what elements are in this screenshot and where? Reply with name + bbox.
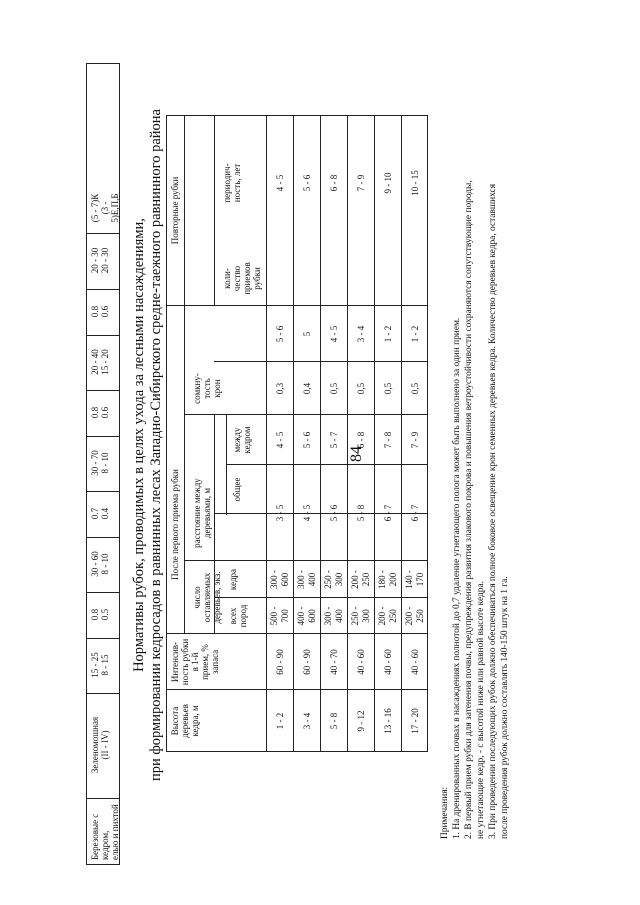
cell-repeat-count: 5 - 6 <box>275 325 285 343</box>
cell-repeat-count: 4 - 5 <box>329 325 339 343</box>
cell-crown: 0,5 <box>383 382 393 395</box>
cell-period: 10 - 15 <box>410 170 420 196</box>
header-crown-line: сомкну- <box>192 373 202 404</box>
table-rule <box>266 115 267 752</box>
strip-cell <box>87 491 119 537</box>
cell-total-distance: 5 - 6 <box>329 504 339 522</box>
strip-cell-line: 8 - 15 <box>100 654 110 676</box>
cell-all-species-line: 600 <box>307 609 317 623</box>
cell-between-cedar: 7 - 8 <box>383 431 393 449</box>
cell-total-distance: 5 - 8 <box>356 504 366 522</box>
strip-cell <box>87 390 119 436</box>
strip-cell <box>87 798 119 864</box>
title-line-1: Нормативы рубок, проводимых в целях ухода за лесными насаждениями, <box>131 218 147 672</box>
strip-cell-line: 20 - 30 <box>90 247 100 274</box>
strip-cell <box>87 233 119 289</box>
header-intensity-line: запаса <box>210 649 220 675</box>
cell-all-species <box>323 598 345 634</box>
cell-total-distance: 3 - 5 <box>275 504 285 522</box>
header-cedar: кедра <box>228 568 238 591</box>
table-rule <box>427 115 428 752</box>
table-rule <box>214 513 428 514</box>
cell-crown: 0,5 <box>329 382 339 395</box>
cell-intensity: 60 - 90 <box>302 649 312 675</box>
note-line: 3. При проведении последующих рубок должно обеспечиваться полное боковое освещение крон семенных деревьев кедра. Количество деревьев кедра, оставшихся <box>488 183 498 839</box>
norms-table <box>166 115 428 752</box>
cell-all-species <box>404 598 426 634</box>
cell-height: 17 - 20 <box>410 708 420 734</box>
cell-all-species-line: 400 - <box>296 606 306 626</box>
cell-between-cedar: 6 - 8 <box>356 431 366 449</box>
cell-all-species-line: 300 - <box>323 606 333 626</box>
header-between-cedar <box>232 415 252 465</box>
cell-cedar-line: 180 - <box>377 570 387 589</box>
header-repeat-count <box>222 251 262 306</box>
cell-height: 9 - 12 <box>356 710 366 732</box>
cell-cedar-line: 170 <box>415 572 425 587</box>
strip-cell-line: 8 - 10 <box>100 452 110 474</box>
cell-crown: 0,3 <box>275 382 285 395</box>
cell-all-species-line: 300 <box>361 609 371 623</box>
cell-all-species-line: 250 - <box>350 606 360 626</box>
cell-crown: 0,5 <box>356 382 366 395</box>
cell-all-species-line: 200 - <box>377 606 387 626</box>
strip-cell <box>87 436 119 491</box>
note-line: после проведения рубок должно составлять 140-150 штук на 1 га. <box>500 576 510 839</box>
cell-intensity: 40 - 60 <box>410 649 420 675</box>
strip-cell-line: 15 - 20 <box>100 349 110 375</box>
table-rule <box>293 115 294 752</box>
header-repeat-count-line: чество <box>232 265 242 292</box>
title-line-2: при формировании кедросадов в равнинных лесах Западно-Сибирского средне-таежного равнинного района <box>148 109 164 782</box>
table-rule <box>401 115 402 752</box>
header-intensity-line: ность рубки <box>180 638 190 686</box>
cell-height: 5 - 8 <box>329 712 339 730</box>
cell-period: 7 - 9 <box>356 174 366 192</box>
cell-period: 9 - 10 <box>383 172 393 194</box>
header-distance-line: деревьями, м <box>202 487 212 539</box>
cell-repeat-count: 1 - 2 <box>410 325 420 343</box>
cell-cedar <box>350 561 372 598</box>
cell-repeat-count: 3 - 4 <box>356 325 366 343</box>
cell-all-species <box>269 598 291 634</box>
strip-cell-line: 30 - 60 <box>90 551 100 577</box>
table-rule <box>166 115 167 752</box>
strip-cell-line: 15 - 25 <box>90 652 100 678</box>
cell-period: 4 - 5 <box>275 174 285 192</box>
cell-intensity: 60 - 90 <box>275 649 285 675</box>
header-between-cedar-line: кедром <box>242 426 252 454</box>
strip-cell-line: (3 - 5)Е,П,Б <box>100 193 120 223</box>
strip-cell-line: 0.4 <box>100 507 110 520</box>
cell-all-species-line: 700 <box>280 609 290 623</box>
cell-cedar-line: 600 <box>280 572 290 587</box>
strip-cell-line: 8 - 10 <box>100 553 110 575</box>
cell-cedar-line: 140 - <box>404 570 414 589</box>
header-all-species-line: всех <box>228 607 238 625</box>
continuation-table-strip <box>86 63 120 865</box>
header-crown <box>192 362 222 415</box>
strip-cell-line: Зеленомошная <box>90 716 100 774</box>
cell-all-species-line: 250 <box>388 609 398 623</box>
cell-repeat-count: 5 <box>302 331 312 337</box>
strip-cell <box>87 289 119 335</box>
cell-all-species <box>350 598 372 634</box>
cell-period: 5 - 6 <box>302 174 312 192</box>
table-rule <box>320 115 321 752</box>
header-height-line: кедра, м <box>190 705 200 737</box>
strip-cell-line: 0.8 <box>90 305 100 318</box>
cell-repeat-count: 1 - 2 <box>383 325 393 343</box>
cell-height: 3 - 4 <box>302 712 312 730</box>
cell-cedar-line: 300 - <box>296 570 306 589</box>
cell-total-distance: 6 - 7 <box>383 504 393 522</box>
table-rule <box>214 115 215 306</box>
cell-all-species <box>377 598 399 634</box>
strip-cell-line: 30 - 70 <box>90 450 100 476</box>
header-distance <box>192 465 212 561</box>
header-height <box>170 690 200 752</box>
header-distance-line: расстояние между <box>192 478 202 548</box>
cell-cedar <box>404 561 426 598</box>
cell-intensity: 40 - 60 <box>383 649 393 675</box>
header-repeat-count-line: рубки <box>252 267 262 290</box>
header-all-species <box>228 598 248 634</box>
header-repeat: Повторные рубки <box>170 176 180 245</box>
header-height-line: Высота <box>170 706 180 736</box>
cell-crown: 0,5 <box>410 382 420 395</box>
table-rule <box>374 115 375 752</box>
note-line: 2. В первый прием рубки для затенения почвы, предупреждения развития злакового покрова и повышения ветроустойчивости сохраняются сопутствующие породы, <box>464 180 474 839</box>
strip-cell <box>87 537 119 592</box>
header-intensity-line: Интенсив- <box>170 641 180 683</box>
cell-all-species <box>296 598 318 634</box>
header-period <box>222 115 242 251</box>
table-rule <box>184 115 185 634</box>
cell-cedar-line: 200 - <box>350 570 360 589</box>
header-repeat-count-line: приемов <box>242 262 252 295</box>
cell-between-cedar: 7 - 9 <box>410 431 420 449</box>
cell-cedar <box>377 561 399 598</box>
table-rule <box>226 464 428 465</box>
header-repeat-count-line: коли- <box>222 268 232 289</box>
header-after-first: После первого приема рубки <box>170 469 180 580</box>
strip-cell-line: 0.7 <box>90 507 100 520</box>
cell-cedar <box>269 561 291 598</box>
cell-crown: 0,4 <box>302 382 312 395</box>
strip-cell <box>87 185 119 233</box>
cell-all-species-line: 200 - <box>404 606 414 626</box>
strip-cell-line: 0.5 <box>100 608 110 621</box>
table-rule <box>347 115 348 752</box>
strip-cell <box>87 335 119 390</box>
cell-intensity: 40 - 70 <box>329 649 339 675</box>
cell-all-species-line: 500 - <box>269 606 279 626</box>
strip-cell <box>87 638 119 693</box>
cell-cedar-line: 250 <box>361 572 371 587</box>
header-period-line: ность, лет <box>232 163 242 203</box>
header-height-line: деревьев <box>180 704 190 738</box>
header-num-trees <box>192 561 222 634</box>
strip-cell-line: 0.8 <box>90 406 100 419</box>
cell-between-cedar: 5 - 7 <box>329 431 339 449</box>
header-period-line: периодич- <box>222 163 232 203</box>
notes-heading: Примечания: <box>440 786 450 839</box>
cell-between-cedar: 4 - 5 <box>275 431 285 449</box>
cell-cedar-line: 300 <box>334 572 344 587</box>
strip-cell-line: 0.8 <box>90 608 100 621</box>
strip-cell-line: (II - IV) <box>100 730 110 760</box>
strip-cell-line: 0.6 <box>100 305 110 318</box>
header-all-species-line: пород <box>238 604 248 628</box>
cell-period: 6 - 8 <box>329 174 339 192</box>
strip-cell-line: (5 - 7)К <box>90 193 100 223</box>
header-intensity <box>170 634 220 690</box>
cell-total-distance: 4 - 5 <box>302 504 312 522</box>
strip-cell-line: 20 - 40 <box>90 349 100 375</box>
header-crown-line: тость <box>202 378 212 399</box>
cell-cedar <box>323 561 345 598</box>
cell-all-species-line: 400 <box>334 609 344 623</box>
cell-cedar-line: 250 - <box>323 570 333 589</box>
cell-all-species-line: 250 <box>415 609 425 623</box>
cell-height: 1 - 2 <box>275 712 285 730</box>
cell-total-distance: 6 - 7 <box>410 504 420 522</box>
header-intensity-line: в 1-й <box>190 652 200 672</box>
strip-cell-line: 20 - 30 <box>100 247 110 274</box>
strip-cell-line: Березовые с кедром, <box>90 813 110 860</box>
strip-cell <box>87 693 119 798</box>
cell-height: 13 - 16 <box>383 708 393 734</box>
header-between-cedar-line: между <box>232 427 242 453</box>
header-num-trees-line: деревьев, экз. <box>212 571 222 624</box>
cell-cedar-line: 200 <box>388 572 398 587</box>
header-crown-line: крон <box>212 379 222 398</box>
cell-cedar-line: 400 <box>307 572 317 587</box>
strip-cell <box>87 592 119 638</box>
note-line: не угнетающие кедр, - с высотой ниже или равной высоте кедра. <box>476 581 486 839</box>
cell-cedar-line: 300 - <box>269 570 279 589</box>
header-num-trees-line: число оставляемых <box>192 572 212 623</box>
table-rule <box>214 361 428 362</box>
strip-cell-line: елью и пихтой <box>110 804 120 860</box>
note-line: 1. На дренированных почвах в насаждениях полнотой до 0,7 удаление угнетающего полога может быть выполнено за один прием. <box>452 317 462 839</box>
header-intensity-line: прием, % <box>200 644 210 680</box>
strip-cell-line: 0.6 <box>100 406 110 419</box>
cell-intensity: 40 - 60 <box>356 649 366 675</box>
header-total: общее <box>232 477 242 502</box>
cell-between-cedar: 5 - 6 <box>302 431 312 449</box>
cell-cedar <box>296 561 318 598</box>
page-number: 84 <box>348 446 365 462</box>
